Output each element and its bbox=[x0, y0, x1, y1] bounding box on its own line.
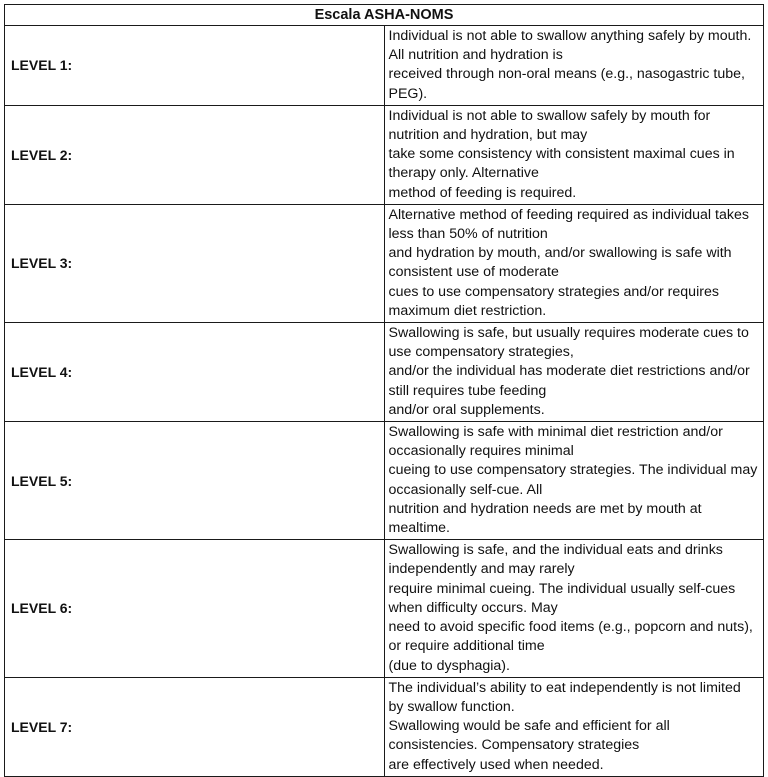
table-row bbox=[5, 540, 764, 677]
description-line: nutrition and hydration needs are met by mouth at mealtime. bbox=[388, 500, 702, 537]
description-line: received through non-oral means (e.g., nasogastric tube, PEG). bbox=[388, 66, 745, 102]
table-row bbox=[5, 204, 764, 322]
description-line: need to avoid specific food items (e.g., popcorn and nuts), or require additional time bbox=[388, 619, 753, 655]
level-description bbox=[384, 323, 764, 422]
description-line: Swallowing is safe, and the individual eats and drinks independently and may rarely bbox=[388, 542, 723, 578]
description-line: and/or oral supplements. bbox=[388, 401, 545, 418]
description-line: The individual’s ability to eat independently is not limited by swallow function. bbox=[388, 679, 741, 715]
description-line: (due to dysphagia). bbox=[388, 657, 510, 674]
title-row bbox=[5, 5, 764, 26]
level-label: LEVEL 3: bbox=[5, 204, 385, 322]
level-description bbox=[384, 677, 764, 776]
level-description bbox=[384, 540, 764, 677]
level-label: LEVEL 6: bbox=[5, 540, 385, 677]
description-line: require minimal cueing. The individual usually self-cues when difficulty occurs. May bbox=[388, 580, 736, 616]
description-line: Swallowing is safe, but usually requires moderate cues to use compensatory strategies, bbox=[388, 325, 749, 361]
description-line: take some consistency with consistent maximal cues in therapy only. Alternative bbox=[388, 146, 735, 182]
description-line: Individual is not able to swallow safely by mouth for nutrition and hydration, but may bbox=[388, 107, 711, 144]
description-line: Individual is not able to swallow anything safely by mouth. All nutrition and hydration is bbox=[388, 28, 752, 64]
asha-noms-document bbox=[4, 4, 764, 773]
table-row bbox=[5, 26, 764, 106]
table-row bbox=[5, 677, 764, 776]
description-line: and hydration by mouth, and/or swallowing is safe with consistent use of moderate bbox=[388, 245, 732, 281]
level-description bbox=[384, 204, 764, 322]
table-title: Escala ASHA-NOMS bbox=[5, 5, 764, 26]
level-label: LEVEL 1: bbox=[5, 26, 385, 106]
description-line: and/or the individual has moderate diet restrictions and/or still requires tube feeding bbox=[388, 363, 750, 399]
description-line: are effectively used when needed. bbox=[388, 756, 604, 773]
level-label: LEVEL 4: bbox=[5, 323, 385, 422]
level-label: LEVEL 5: bbox=[5, 422, 385, 540]
level-description bbox=[384, 105, 764, 204]
table-row bbox=[5, 323, 764, 422]
level-description bbox=[384, 422, 764, 540]
table-row bbox=[5, 422, 764, 540]
description-line: Alternative method of feeding required as individual takes less than 50% of nutrition bbox=[388, 206, 749, 243]
table-row bbox=[5, 105, 764, 204]
description-line: Swallowing would be safe and efficient for all consistencies. Compensatory strategies bbox=[388, 718, 670, 754]
level-label: LEVEL 2: bbox=[5, 105, 385, 204]
description-line: cueing to use compensatory strategies. The individual may occasionally self-cue. All bbox=[388, 462, 758, 498]
description-line: method of feeding is required. bbox=[388, 184, 577, 201]
description-line: cues to use compensatory strategies and/or requires maximum diet restriction. bbox=[388, 283, 719, 319]
asha-noms-table bbox=[4, 4, 764, 777]
level-label: LEVEL 7: bbox=[5, 677, 385, 776]
level-description bbox=[384, 26, 764, 106]
description-line: Swallowing is safe with minimal diet restriction and/or occasionally requires minimal bbox=[388, 424, 723, 460]
